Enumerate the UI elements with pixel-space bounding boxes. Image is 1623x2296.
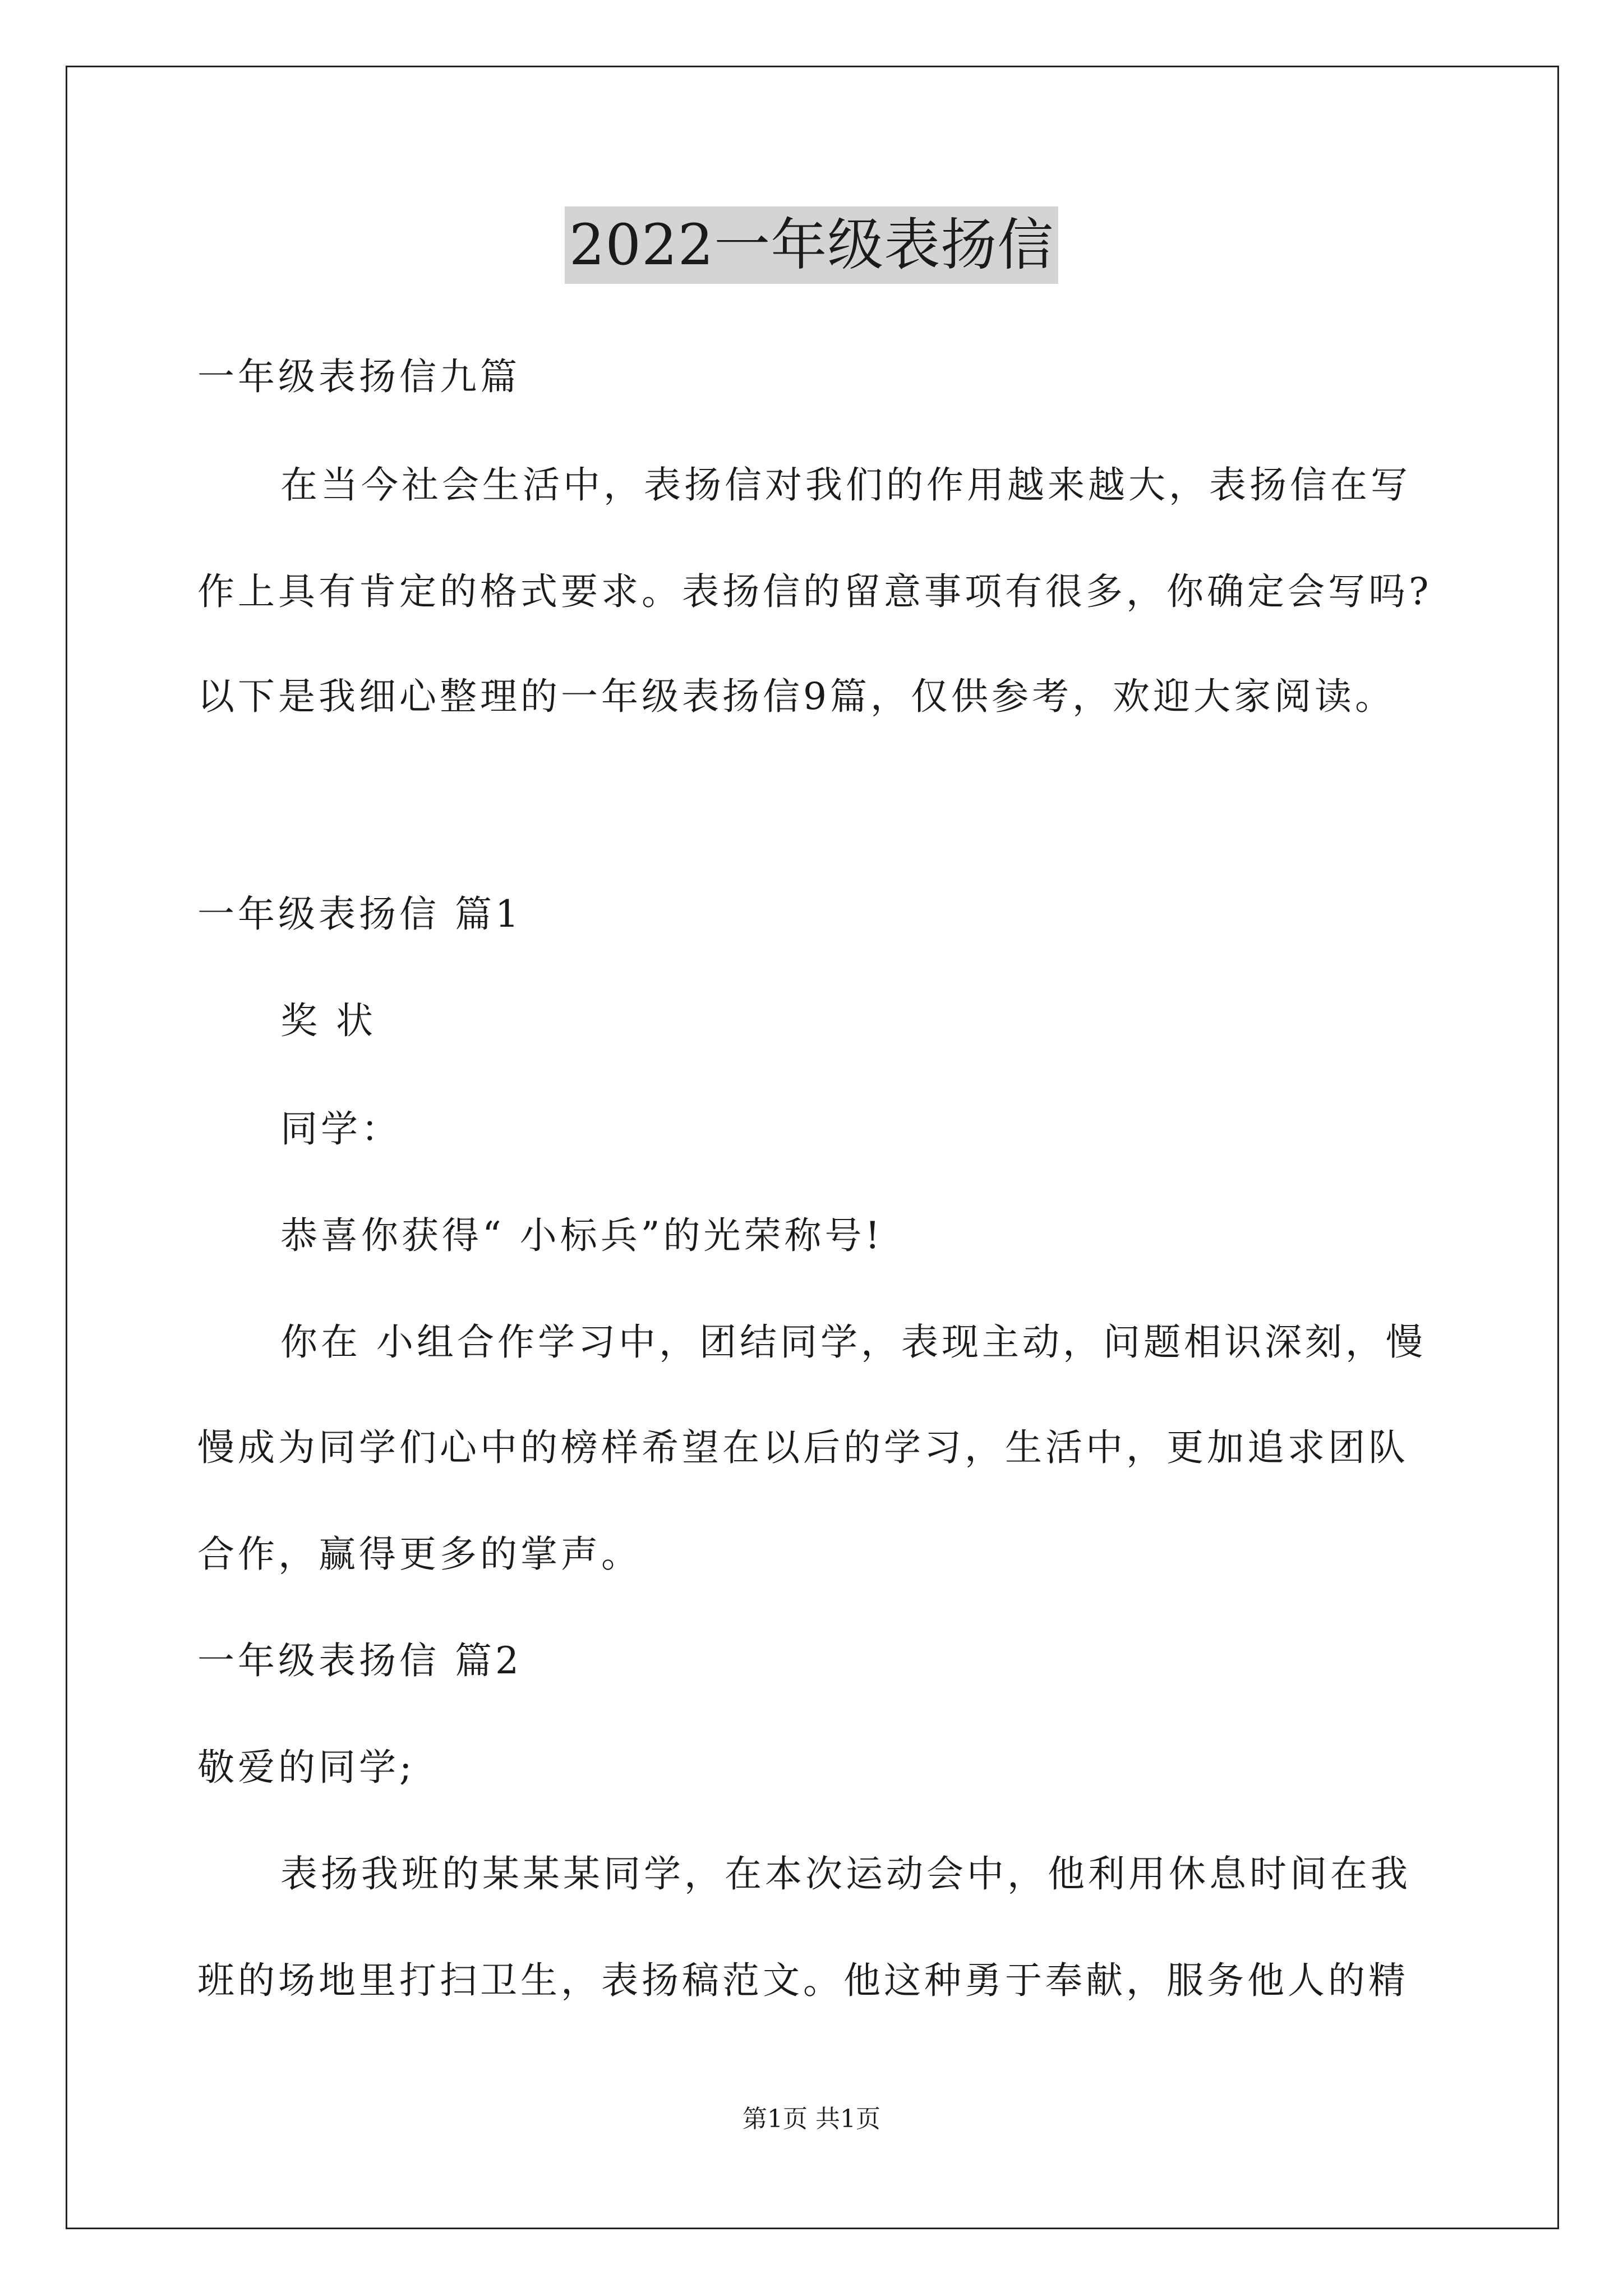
body-2-line-2: 班的场地里打扫卫生，表扬稿范文。他这种勇于奉献，服务他人的精 (197, 1959, 1409, 2002)
page-footer: 第1页 共1页 (743, 2105, 880, 2133)
congrats-line: 恭喜你获得“ 小标兵”的光荣称号! (280, 1214, 883, 1257)
intro-line-3: 以下是我细心整理的一年级表扬信9篇，仅供参考，欢迎大家阅读。 (197, 675, 1395, 718)
greeting-2: 敬爱的同学; (197, 1746, 416, 1789)
title-wrap (0, 206, 1623, 284)
document-title: 2022一年级表扬信 (565, 206, 1059, 284)
section-heading-2: 一年级表扬信 篇2 (197, 1639, 522, 1682)
subtitle: 一年级表扬信九篇 (197, 355, 520, 398)
body-2-line-1: 表扬我班的某某某同学，在本次运动会中，他利用休息时间在我 (280, 1852, 1411, 1895)
section-heading-1: 一年级表扬信 篇1 (197, 892, 522, 936)
greeting-1: 同学： (280, 1107, 402, 1151)
award-title: 奖 状 (280, 999, 376, 1042)
body-1-line-1: 你在 小组合作学习中，团结同学，表现主动，问题相识深刻，慢 (280, 1320, 1426, 1364)
intro-line-2: 作上具有肯定的格式要求。表扬信的留意事项有很多，你确定会写吗? (197, 570, 1432, 613)
body-1-line-3: 合作，赢得更多的掌声。 (197, 1533, 642, 1576)
intro-line-1: 在当今社会生活中，表扬信对我们的作用越来越大，表扬信在写 (280, 463, 1411, 507)
body-1-line-2: 慢成为同学们心中的榜样希望在以后的学习，生活中，更加追求团队 (197, 1426, 1409, 1469)
